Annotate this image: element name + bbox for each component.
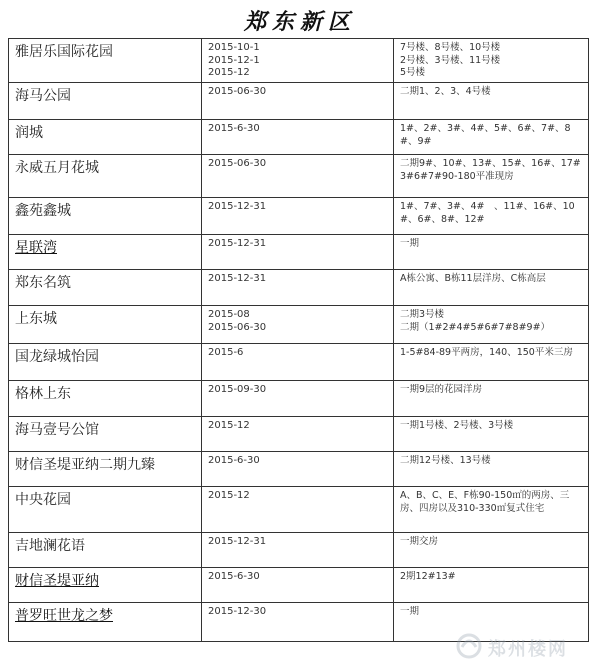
building-info: 3#6#7#90-180平准现房 (400, 170, 514, 182)
buildings-cell (394, 417, 589, 452)
project-name: 雅居乐国际花园 (15, 44, 113, 60)
delivery-date: 2015-12-31 (208, 273, 267, 284)
buildings-cell (394, 198, 589, 235)
buildings-cell (394, 306, 589, 344)
project-name-cell (9, 198, 202, 235)
delivery-date-cell (202, 270, 394, 306)
table-row (9, 533, 589, 568)
building-info: 一期1号楼、2号楼、3号楼 (400, 420, 514, 431)
table-row (9, 568, 589, 603)
buildings-cell (394, 344, 589, 381)
watermark (454, 631, 594, 663)
table-row (9, 83, 589, 120)
delivery-date-cell (202, 235, 394, 270)
building-info: 2号楼、3号楼、11号楼 (400, 54, 501, 66)
delivery-date-cell (202, 120, 394, 155)
table-row (9, 39, 589, 83)
project-name-cell (9, 487, 202, 533)
table-row (9, 452, 589, 487)
delivery-date-cell (202, 155, 394, 198)
project-name-cell (9, 344, 202, 381)
project-name-link[interactable]: 普罗旺世龙之梦 (15, 608, 113, 624)
delivery-date-cell (202, 452, 394, 487)
buildings-cell (394, 39, 589, 83)
project-name-cell (9, 533, 202, 568)
project-name: 润城 (15, 125, 43, 141)
delivery-date-cell (202, 344, 394, 381)
project-name-link[interactable]: 星联湾 (15, 240, 57, 256)
buildings-cell (394, 533, 589, 568)
building-info: 二期12号楼、13号楼 (400, 455, 491, 466)
project-name: 国龙绿城怡园 (15, 349, 99, 365)
building-info: 1#、7#、3#、4# 、11#、16#、10#、6#、8#、12# (400, 201, 575, 225)
building-info: 1-5#84-89平两房，140、150平米三房 (400, 347, 573, 358)
project-name: 海马壹号公馆 (15, 422, 99, 438)
watermark-logo-icon (454, 631, 484, 661)
building-info: 7号楼、8号楼、10号楼 (400, 42, 501, 53)
delivery-date-cell (202, 533, 394, 568)
delivery-date-cell (202, 306, 394, 344)
delivery-date: 2015-12-30 (208, 606, 267, 617)
delivery-date: 2015-06-30 (208, 321, 267, 333)
project-name-cell (9, 83, 202, 120)
project-name-cell (9, 306, 202, 344)
building-info: 一期9层的花园洋房 (400, 384, 483, 395)
delivery-date-cell (202, 39, 394, 83)
delivery-date-cell (202, 568, 394, 603)
delivery-date-cell (202, 83, 394, 120)
table-row (9, 120, 589, 155)
delivery-date-cell (202, 487, 394, 533)
buildings-cell (394, 270, 589, 306)
project-name-cell (9, 270, 202, 306)
table-row (9, 344, 589, 381)
buildings-cell (394, 568, 589, 603)
table-row (9, 270, 589, 306)
delivery-date: 2015-6 (208, 347, 244, 358)
project-name-cell (9, 120, 202, 155)
building-info: 一期交房 (400, 536, 439, 547)
delivery-date: 2015-12 (208, 420, 250, 431)
building-info: 2期12#13# (400, 571, 456, 582)
project-name-cell (9, 235, 202, 270)
delivery-date: 2015-6-30 (208, 123, 260, 134)
delivery-date: 2015-6-30 (208, 455, 260, 466)
building-info: 二期9#、10#、13#、15#、16#、17# (400, 158, 581, 169)
project-name-cell (9, 603, 202, 642)
delivery-date: 2015-12-31 (208, 238, 267, 249)
building-info: 二期3号楼 (400, 309, 445, 320)
delivery-date: 2015-12 (208, 67, 250, 78)
project-name-cell (9, 381, 202, 417)
building-info: 一期 (400, 606, 420, 617)
delivery-date: 2015-12-31 (208, 536, 267, 547)
project-name: 中央花园 (15, 492, 71, 508)
building-info: 一期 (400, 238, 420, 249)
project-name: 吉地澜花语 (15, 538, 85, 554)
building-info: 1#、2#、3#、4#、5#、6#、7#、8#、9# (400, 123, 571, 147)
building-info: A、B、C、E、F栋90-150㎡的两房、三房、四房以及310-330㎡复式住宅 (400, 490, 570, 514)
delivery-date: 2015-09-30 (208, 384, 267, 395)
delivery-date: 2015-10-1 (208, 42, 260, 53)
watermark-text: 郑州楼网 (488, 639, 568, 660)
building-info: 二期1、2、3、4号楼 (400, 86, 491, 97)
delivery-date: 2015-06-30 (208, 86, 267, 97)
table-row (9, 417, 589, 452)
delivery-date-cell (202, 198, 394, 235)
delivery-date: 2015-08 (208, 309, 250, 320)
project-name: 永威五月花城 (15, 160, 99, 176)
buildings-cell (394, 155, 589, 198)
delivery-table (8, 38, 589, 642)
table-row (9, 381, 589, 417)
delivery-date-cell (202, 603, 394, 642)
buildings-cell (394, 487, 589, 533)
project-name-cell (9, 39, 202, 83)
buildings-cell (394, 120, 589, 155)
building-info: A栋公寓、B栋11层洋房、C栋高层 (400, 273, 546, 284)
buildings-cell (394, 235, 589, 270)
table-row (9, 155, 589, 198)
project-name-cell (9, 417, 202, 452)
project-name: 上东城 (15, 311, 57, 327)
delivery-date: 2015-06-30 (208, 158, 267, 169)
project-name-cell (9, 568, 202, 603)
table-row (9, 306, 589, 344)
project-name: 财信圣堤亚纳二期九臻 (15, 457, 155, 473)
project-name: 郑东名筑 (15, 275, 71, 291)
delivery-date: 2015-12-31 (208, 201, 267, 212)
delivery-date: 2015-12-1 (208, 54, 260, 66)
project-name-link[interactable]: 财信圣堤亚纳 (15, 573, 99, 589)
building-info: 二期（1#2#4#5#6#7#8#9#） (400, 321, 551, 333)
buildings-cell (394, 381, 589, 417)
buildings-cell (394, 452, 589, 487)
table-row (9, 198, 589, 235)
project-name: 格林上东 (15, 386, 71, 402)
page-title: 郑东新区 (243, 9, 356, 35)
project-name: 海马公园 (15, 88, 71, 104)
delivery-date-cell (202, 417, 394, 452)
table-row (9, 487, 589, 533)
delivery-date: 2015-12 (208, 490, 250, 501)
table-row (9, 235, 589, 270)
delivery-date-cell (202, 381, 394, 417)
buildings-cell (394, 83, 589, 120)
project-name: 鑫苑鑫城 (15, 203, 71, 219)
delivery-date: 2015-6-30 (208, 571, 260, 582)
project-name-cell (9, 452, 202, 487)
project-name-cell (9, 155, 202, 198)
table-body (9, 39, 589, 642)
building-info: 5号楼 (400, 67, 426, 78)
